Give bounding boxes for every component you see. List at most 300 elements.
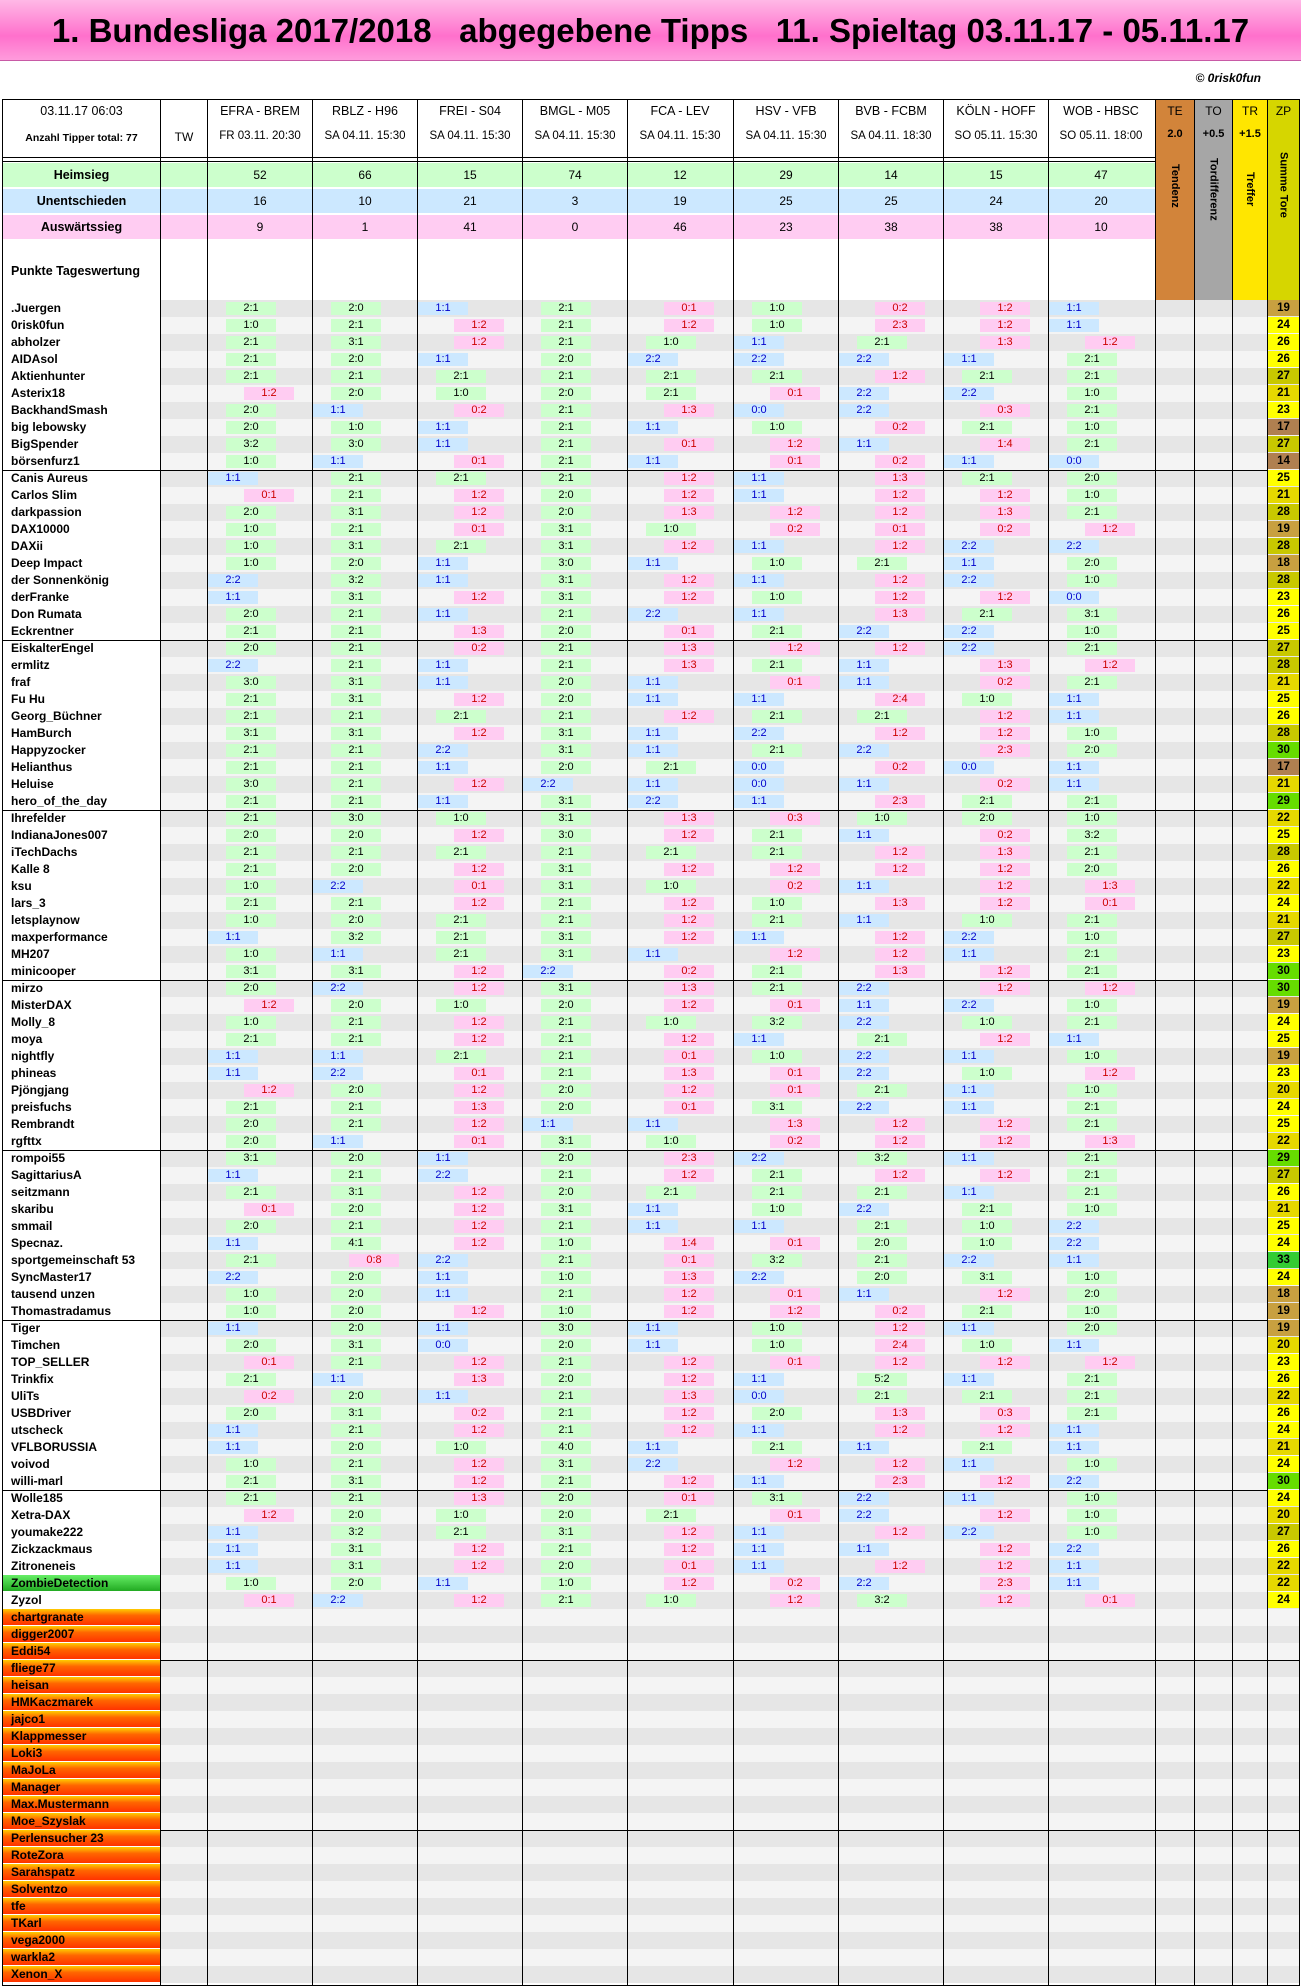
to-value: +0.5 xyxy=(1202,128,1225,140)
tip-cell-draw: 1:1 xyxy=(839,829,889,842)
tip-cell-home: 2:0 xyxy=(331,1084,381,1097)
tip-cell-draw: 1:1 xyxy=(418,659,468,672)
tip-cell-away: 0:1 xyxy=(244,1356,294,1369)
tip-cell-away: 0:2 xyxy=(454,404,504,417)
tip-cell-draw: 1:1 xyxy=(734,1220,784,1233)
zp-score: 28 xyxy=(1268,504,1299,520)
player-name: fraf xyxy=(11,675,31,689)
tip-cell-home: 2:0 xyxy=(541,999,591,1012)
tip-cell-draw: 2:2 xyxy=(734,353,784,366)
row-stripe xyxy=(161,1847,1299,1864)
heimsieg-count: 15 xyxy=(989,168,1003,182)
tip-cell-home: 1:0 xyxy=(226,1288,276,1301)
zp-score: 19 xyxy=(1268,1303,1299,1319)
copyright-note: © 0risk0fun xyxy=(1195,71,1261,85)
tip-cell-away: 1:3 xyxy=(875,608,925,621)
tip-cell-draw: 1:1 xyxy=(734,693,784,706)
column-divider xyxy=(417,100,418,1985)
tip-cell-draw: 1:1 xyxy=(734,1475,784,1488)
tip-cell-draw: 2:2 xyxy=(313,1594,363,1607)
tip-cell-away: 1:3 xyxy=(664,1390,714,1403)
tip-cell-home: 2:0 xyxy=(331,387,381,400)
tip-cell-home: 2:1 xyxy=(752,1186,802,1199)
tip-cell-home: 2:1 xyxy=(541,1220,591,1233)
tip-cell-home: 3:1 xyxy=(752,1492,802,1505)
tip-cell-away: 1:2 xyxy=(770,1305,820,1318)
tip-cell-away: 1:2 xyxy=(454,693,504,706)
tip-cell-draw: 1:1 xyxy=(208,931,258,944)
tip-cell-home: 2:1 xyxy=(226,1373,276,1386)
tip-cell-home: 1:0 xyxy=(752,1050,802,1063)
zp-score: 21 xyxy=(1268,1201,1299,1217)
match-date: SA 04.11. 15:30 xyxy=(639,130,721,142)
tip-cell-home: 2:1 xyxy=(752,625,802,638)
tip-cell-away: 1:2 xyxy=(875,727,925,740)
tip-cell-home: 2:0 xyxy=(541,1509,591,1522)
tip-cell-draw: 0:0 xyxy=(734,761,784,774)
match-pair: HSV - VFB xyxy=(755,104,817,118)
tip-cell-away: 1:3 xyxy=(664,1067,714,1080)
player-name: Specnaz. xyxy=(11,1236,64,1250)
zp-score: 33 xyxy=(1268,1252,1299,1268)
tip-cell-home: 3:1 xyxy=(331,1543,381,1556)
tip-cell-home: 2:1 xyxy=(331,1356,381,1369)
tip-cell-home: 1:0 xyxy=(962,1016,1012,1029)
tip-cell-draw: 1:1 xyxy=(418,795,468,808)
tip-cell-draw: 1:1 xyxy=(628,557,678,570)
tip-cell-home: 2:0 xyxy=(226,506,276,519)
tip-cell-draw: 1:1 xyxy=(1049,1424,1099,1437)
tip-cell-home: 1:0 xyxy=(962,1339,1012,1352)
heimsieg-count: 14 xyxy=(884,168,898,182)
player-name: ZombieDetection xyxy=(3,1575,160,1591)
tip-cell-home: 2:1 xyxy=(1067,1186,1117,1199)
tip-cell-home: 3:1 xyxy=(331,336,381,349)
zp-score: 17 xyxy=(1268,759,1299,775)
header-divider xyxy=(3,161,1155,162)
tip-cell-home: 3:2 xyxy=(857,1594,907,1607)
zp-score: 22 xyxy=(1268,1133,1299,1149)
tip-cell-away: 1:2 xyxy=(875,863,925,876)
tip-cell-draw: 1:1 xyxy=(734,472,784,485)
tip-cell-draw: 1:1 xyxy=(418,574,468,587)
tip-cell-home: 2:1 xyxy=(541,319,591,332)
tip-cell-home: 3:1 xyxy=(541,574,591,587)
zp-score: 30 xyxy=(1268,980,1299,996)
tip-cell-home: 2:1 xyxy=(331,1033,381,1046)
tip-cell-home: 2:1 xyxy=(331,744,381,757)
tip-cell-draw: 1:1 xyxy=(208,1237,258,1250)
tip-cell-home: 2:0 xyxy=(226,829,276,842)
tip-cell-away: 0:1 xyxy=(664,1101,714,1114)
tip-cell-home: 2:1 xyxy=(226,693,276,706)
tip-cell-draw: 1:1 xyxy=(944,1152,994,1165)
tip-cell-draw: 2:2 xyxy=(839,1492,889,1505)
zp-score: 19 xyxy=(1268,521,1299,537)
tip-cell-home: 3:1 xyxy=(331,693,381,706)
tip-cell-home: 2:1 xyxy=(1067,1169,1117,1182)
tip-cell-away: 0:1 xyxy=(664,1050,714,1063)
tip-cell-home: 3:2 xyxy=(857,1152,907,1165)
tip-cell-home: 2:1 xyxy=(541,455,591,468)
tip-cell-away: 1:2 xyxy=(875,540,925,553)
tip-cell-home: 2:0 xyxy=(226,404,276,417)
tip-cell-home: 3:1 xyxy=(962,1271,1012,1284)
tip-cell-away: 0:2 xyxy=(244,1390,294,1403)
tip-cell-home: 2:1 xyxy=(1067,1118,1117,1131)
tip-cell-away: 1:2 xyxy=(454,1458,504,1471)
tip-cell-draw: 1:1 xyxy=(734,1543,784,1556)
tip-cell-home: 1:0 xyxy=(1067,1084,1117,1097)
auswaertssieg-count: 9 xyxy=(256,220,264,234)
zp-score: 20 xyxy=(1268,1507,1299,1523)
tip-cell-draw: 2:2 xyxy=(313,880,363,893)
auswaertssieg-count: 10 xyxy=(1094,220,1108,234)
tip-cell-home: 2:0 xyxy=(331,999,381,1012)
zp-score: 24 xyxy=(1268,1269,1299,1285)
tip-cell-home: 1:0 xyxy=(752,557,802,570)
row-stripe xyxy=(161,1609,1299,1626)
tip-cell-away: 1:2 xyxy=(875,1118,925,1131)
column-divider xyxy=(943,100,944,1985)
tip-cell-home: 2:1 xyxy=(541,608,591,621)
player-name: phineas xyxy=(11,1066,57,1080)
tip-cell-home: 2:1 xyxy=(541,1050,591,1063)
tip-cell-away: 0:1 xyxy=(770,676,820,689)
tip-cell-home: 2:0 xyxy=(226,421,276,434)
tip-cell-draw: 1:1 xyxy=(1049,1441,1099,1454)
tip-cell-away: 1:3 xyxy=(1085,880,1135,893)
zp-score: 19 xyxy=(1268,1320,1299,1336)
player-name-no-tips: heisan xyxy=(3,1677,160,1693)
tip-cell-draw: 1:1 xyxy=(628,778,678,791)
tip-cell-home: 2:1 xyxy=(541,302,591,315)
tip-cell-draw: 1:1 xyxy=(944,1101,994,1114)
tip-cell-home: 2:1 xyxy=(857,1220,907,1233)
tip-cell-home: 2:1 xyxy=(541,1407,591,1420)
tip-cell-away: 1:2 xyxy=(664,1424,714,1437)
tip-cell-away: 1:2 xyxy=(980,1543,1030,1556)
tip-cell-draw: 1:1 xyxy=(418,1288,468,1301)
tip-cell-away: 1:2 xyxy=(980,319,1030,332)
zp-score: 26 xyxy=(1268,1405,1299,1421)
player-name: maxperformance xyxy=(11,930,108,944)
tip-cell-draw: 1:1 xyxy=(628,1118,678,1131)
match-date: FR 03.11. 20:30 xyxy=(219,130,301,142)
tip-cell-draw: 2:2 xyxy=(839,1203,889,1216)
tip-cell-home: 1:0 xyxy=(541,1577,591,1590)
zp-score: 18 xyxy=(1268,555,1299,571)
page-title: 1. Bundesliga 2017/2018 abgegebene Tipps 11. Spieltag 03.11.17 - 05.11.17 xyxy=(51,12,1250,49)
player-name: Canis Aureus xyxy=(11,471,88,485)
tip-cell-home: 2:1 xyxy=(541,1254,591,1267)
tip-cell-away: 1:2 xyxy=(770,506,820,519)
tip-cell-draw: 1:1 xyxy=(418,1390,468,1403)
tip-cell-draw: 0:0 xyxy=(1049,455,1099,468)
player-name: DAX10000 xyxy=(11,522,70,536)
tip-cell-home: 3:2 xyxy=(752,1016,802,1029)
tip-cell-draw: 2:2 xyxy=(628,795,678,808)
tip-cell-home: 3:1 xyxy=(331,1407,381,1420)
zp-score: 20 xyxy=(1268,1337,1299,1353)
tip-cell-home: 2:1 xyxy=(752,710,802,723)
tip-cell-draw: 0:0 xyxy=(1049,591,1099,604)
tip-cell-home: 2:0 xyxy=(331,1322,381,1335)
tip-cell-home: 2:1 xyxy=(1067,370,1117,383)
player-name-no-tips: Max.Mustermann xyxy=(3,1796,160,1812)
to-label: Tordifferenz xyxy=(1207,158,1220,221)
zp-score: 24 xyxy=(1268,1490,1299,1506)
tip-cell-home: 3:1 xyxy=(541,880,591,893)
zp-score: 22 xyxy=(1268,1575,1299,1591)
player-name-no-tips: MaJoLa xyxy=(3,1762,160,1778)
tip-cell-away: 1:2 xyxy=(980,1424,1030,1437)
match-pair: FREI - S04 xyxy=(439,104,501,118)
player-name: Asterix18 xyxy=(11,386,66,400)
column-divider xyxy=(1232,100,1233,1985)
tip-cell-home: 3:1 xyxy=(541,931,591,944)
tip-cell-away: 1:2 xyxy=(454,1475,504,1488)
zp-score: 26 xyxy=(1268,1184,1299,1200)
tip-cell-home: 1:0 xyxy=(1067,1305,1117,1318)
auswaertssieg-count: 23 xyxy=(779,220,793,234)
zp-score: 27 xyxy=(1268,1524,1299,1540)
tip-cell-away: 0:1 xyxy=(770,1509,820,1522)
tip-cell-home: 2:1 xyxy=(331,1169,381,1182)
tip-cell-away: 1:2 xyxy=(664,1033,714,1046)
tip-cell-away: 1:2 xyxy=(664,319,714,332)
tip-cell-away: 1:2 xyxy=(454,336,504,349)
player-name: VFLBORUSSIA xyxy=(11,1440,98,1454)
column-divider xyxy=(627,100,628,1985)
tip-cell-home: 2:1 xyxy=(857,710,907,723)
tip-cell-draw: 1:1 xyxy=(208,1050,258,1063)
tip-cell-home: 3:1 xyxy=(541,540,591,553)
tip-cell-home: 2:1 xyxy=(752,659,802,672)
tip-cell-draw: 2:2 xyxy=(418,1169,468,1182)
tip-cell-away: 1:2 xyxy=(1085,982,1135,995)
tip-cell-home: 1:0 xyxy=(752,319,802,332)
tip-cell-draw: 1:1 xyxy=(418,438,468,451)
tip-cell-draw: 2:2 xyxy=(839,744,889,757)
tip-cell-home: 1:0 xyxy=(436,387,486,400)
tip-cell-home: 3:1 xyxy=(541,795,591,808)
tip-cell-away: 1:2 xyxy=(980,897,1030,910)
tip-cell-draw: 1:1 xyxy=(944,1373,994,1386)
player-name: Carlos Slim xyxy=(11,488,78,502)
tip-cell-home: 2:1 xyxy=(331,1101,381,1114)
tip-cell-home: 2:0 xyxy=(331,1152,381,1165)
row-stripe xyxy=(161,1813,1299,1830)
tip-cell-home: 2:1 xyxy=(1067,676,1117,689)
unentschieden-count: 21 xyxy=(463,194,477,208)
tw-header: TW xyxy=(174,130,194,144)
tip-cell-home: 2:1 xyxy=(1067,1101,1117,1114)
tip-cell-away: 0:3 xyxy=(980,1407,1030,1420)
tip-cell-home: 2:1 xyxy=(226,1033,276,1046)
player-name: skaribu xyxy=(11,1202,54,1216)
tip-cell-home: 2:1 xyxy=(331,489,381,502)
match-date: SA 04.11. 15:30 xyxy=(745,130,827,142)
tip-cell-home: 1:0 xyxy=(1067,387,1117,400)
heimsieg-count: 52 xyxy=(253,168,267,182)
tip-cell-home: 1:0 xyxy=(226,880,276,893)
tip-cell-draw: 1:1 xyxy=(1049,1560,1099,1573)
tip-cell-home: 2:1 xyxy=(226,336,276,349)
tip-cell-away: 0:2 xyxy=(454,1407,504,1420)
player-name-no-tips: Perlensucher 23 xyxy=(3,1830,160,1846)
tip-cell-home: 2:1 xyxy=(541,1169,591,1182)
tip-cell-home: 2:1 xyxy=(541,472,591,485)
player-name: derFranke xyxy=(11,590,70,604)
tip-cell-draw: 2:2 xyxy=(208,1271,258,1284)
tip-cell-home: 2:1 xyxy=(226,1254,276,1267)
tip-cell-draw: 1:1 xyxy=(628,1339,678,1352)
tip-cell-away: 0:1 xyxy=(770,387,820,400)
match-date: SA 04.11. 15:30 xyxy=(534,130,616,142)
tip-cell-away: 0:2 xyxy=(770,523,820,536)
player-name: mirzo xyxy=(11,981,44,995)
tip-cell-home: 1:0 xyxy=(646,880,696,893)
player-name: Helianthus xyxy=(11,760,73,774)
tip-cell-draw: 1:1 xyxy=(628,948,678,961)
tip-cell-home: 2:0 xyxy=(541,693,591,706)
column-divider xyxy=(733,100,734,1985)
row-stripe xyxy=(161,1694,1299,1711)
tip-cell-home: 2:1 xyxy=(962,472,1012,485)
row-stripe xyxy=(161,1677,1299,1694)
auswaertssieg-label: Auswärtssieg xyxy=(3,215,160,239)
tip-cell-home: 3:2 xyxy=(1067,829,1117,842)
tip-cell-home: 3:0 xyxy=(331,438,381,451)
tip-cell-away: 1:2 xyxy=(664,897,714,910)
tip-cell-away: 0:2 xyxy=(875,302,925,315)
tip-cell-home: 2:0 xyxy=(331,353,381,366)
tip-cell-draw: 1:1 xyxy=(208,1543,258,1556)
tip-cell-home: 3:0 xyxy=(541,1322,591,1335)
tip-cell-away: 0:1 xyxy=(664,625,714,638)
tip-cell-home: 2:1 xyxy=(331,642,381,655)
tip-cell-draw: 0:0 xyxy=(734,778,784,791)
tip-cell-away: 1:2 xyxy=(770,948,820,961)
player-name: big lebowsky xyxy=(11,420,87,434)
tip-cell-away: 0:3 xyxy=(770,812,820,825)
match-pair: KÖLN - HOFF xyxy=(956,104,1036,118)
tip-cell-away: 1:2 xyxy=(1085,659,1135,672)
unentschieden-count: 25 xyxy=(779,194,793,208)
tip-cell-home: 1:0 xyxy=(436,999,486,1012)
tip-cell-home: 2:0 xyxy=(331,1203,381,1216)
tip-cell-home: 2:1 xyxy=(226,846,276,859)
tip-cell-away: 1:4 xyxy=(664,1237,714,1250)
group-separator xyxy=(3,980,1299,981)
tip-cell-home: 2:1 xyxy=(1067,1016,1117,1029)
tip-cell-home: 2:1 xyxy=(857,1186,907,1199)
tip-cell-home: 1:0 xyxy=(646,1135,696,1148)
tip-cell-draw: 1:1 xyxy=(1049,761,1099,774)
zp-score: 27 xyxy=(1268,368,1299,384)
tip-cell-away: 0:2 xyxy=(770,880,820,893)
punkte-tageswertung-label: Punkte Tageswertung xyxy=(11,264,140,278)
column-divider xyxy=(1267,100,1268,1985)
tip-cell-draw: 2:2 xyxy=(944,1526,994,1539)
tip-cell-home: 2:0 xyxy=(226,1339,276,1352)
tip-cell-draw: 0:0 xyxy=(944,761,994,774)
tip-cell-away: 1:2 xyxy=(980,965,1030,978)
tr-label: Treffer xyxy=(1244,172,1256,207)
row-stripe xyxy=(161,1779,1299,1796)
group-separator xyxy=(3,1150,1299,1151)
tip-cell-away: 0:1 xyxy=(244,1594,294,1607)
zp-score: 26 xyxy=(1268,861,1299,877)
tip-cell-away: 1:2 xyxy=(664,1305,714,1318)
tip-cell-away: 1:2 xyxy=(875,1356,925,1369)
match-date: SA 04.11. 18:30 xyxy=(850,130,932,142)
tip-cell-draw: 1:1 xyxy=(839,1543,889,1556)
timestamp: 03.11.17 06:03 xyxy=(40,104,123,118)
tip-cell-draw: 2:2 xyxy=(944,999,994,1012)
tip-cell-draw: 2:2 xyxy=(734,1152,784,1165)
tip-cell-draw: 1:1 xyxy=(628,693,678,706)
tip-cell-draw: 1:1 xyxy=(734,608,784,621)
tip-cell-away: 1:2 xyxy=(454,1560,504,1573)
tip-cell-away: 0:1 xyxy=(244,489,294,502)
tip-cell-away: 0:1 xyxy=(664,1254,714,1267)
group-separator xyxy=(3,640,1299,641)
tip-cell-draw: 2:2 xyxy=(313,1067,363,1080)
tip-cell-home: 3:1 xyxy=(541,863,591,876)
tip-cell-away: 0:1 xyxy=(770,1288,820,1301)
player-name: HamBurch xyxy=(11,726,72,740)
tip-cell-home: 2:1 xyxy=(541,642,591,655)
tip-cell-away: 1:2 xyxy=(875,931,925,944)
player-name: nightfly xyxy=(11,1049,55,1063)
tip-cell-draw: 1:1 xyxy=(628,1203,678,1216)
player-name-no-tips: vega2000 xyxy=(3,1932,160,1948)
tip-cell-home: 2:1 xyxy=(541,1016,591,1029)
player-name: IndianaJones007 xyxy=(11,828,108,842)
tip-cell-home: 1:0 xyxy=(541,1305,591,1318)
tip-cell-away: 0:1 xyxy=(454,455,504,468)
tip-cell-home: 1:0 xyxy=(541,1237,591,1250)
player-name-no-tips: TKarl xyxy=(3,1915,160,1931)
match-pair: BVB - FCBM xyxy=(855,104,927,118)
tip-cell-draw: 2:2 xyxy=(839,982,889,995)
tip-cell-away: 0:1 xyxy=(454,1135,504,1148)
tip-cell-draw: 1:1 xyxy=(628,744,678,757)
column-divider xyxy=(522,100,523,1985)
tip-cell-home: 2:1 xyxy=(436,914,486,927)
tip-cell-away: 1:3 xyxy=(875,897,925,910)
row-stripe xyxy=(161,1830,1299,1847)
player-name: darkpassion xyxy=(11,505,82,519)
tip-cell-away: 1:2 xyxy=(664,574,714,587)
tip-cell-home: 2:0 xyxy=(1067,744,1117,757)
zp-score: 22 xyxy=(1268,878,1299,894)
tip-cell-home: 2:1 xyxy=(226,1492,276,1505)
tip-cell-home: 2:0 xyxy=(541,625,591,638)
tip-cell-home: 2:1 xyxy=(541,914,591,927)
tip-cell-draw: 1:1 xyxy=(313,1050,363,1063)
tip-cell-home: 1:0 xyxy=(1067,1526,1117,1539)
tip-cell-away: 1:2 xyxy=(244,1084,294,1097)
zp-score: 14 xyxy=(1268,453,1299,469)
player-name: Aktienhunter xyxy=(11,369,86,383)
tip-cell-away: 0:1 xyxy=(454,1067,504,1080)
tip-cell-home: 1:0 xyxy=(1067,999,1117,1012)
tip-cell-home: 1:0 xyxy=(1067,727,1117,740)
tip-cell-home: 3:1 xyxy=(331,1475,381,1488)
